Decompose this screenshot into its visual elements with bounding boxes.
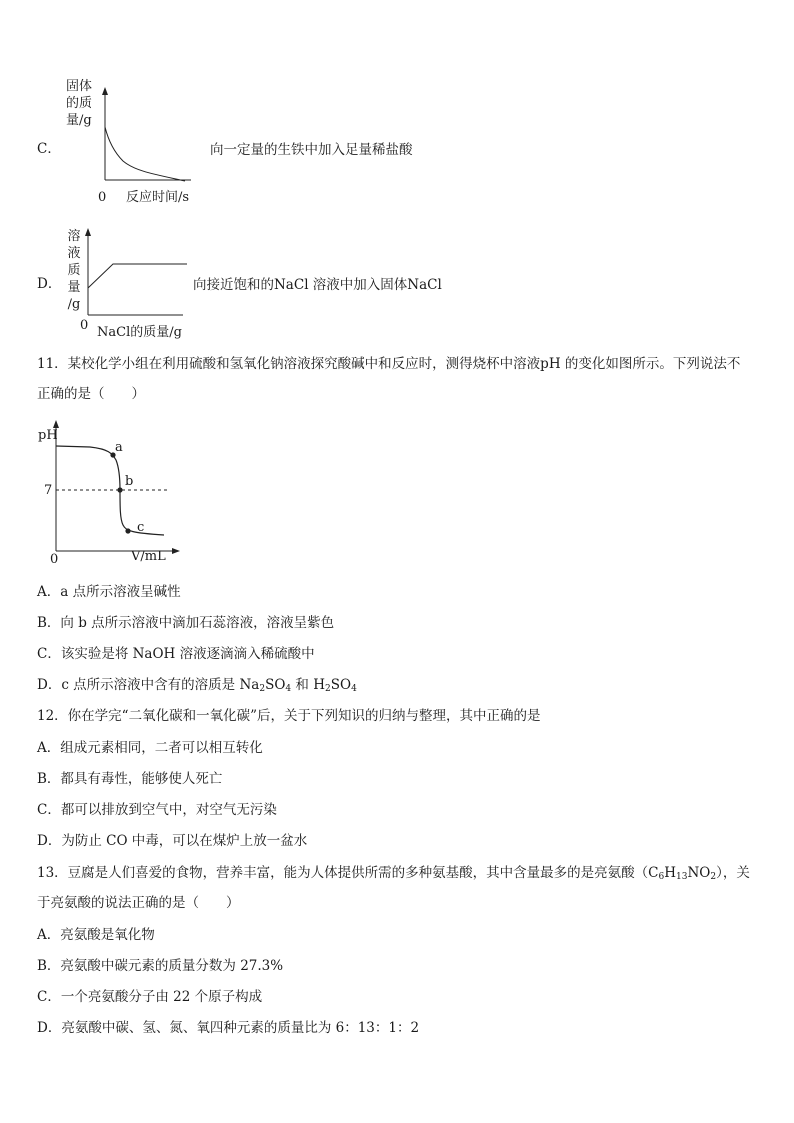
option-d-x-axis-label: NaCl的质量/g: [97, 325, 182, 340]
q13-option-a: A．亮氨酸是氧化物: [37, 927, 155, 943]
q12-option-c: C．都可以排放到空气中，对空气无污染: [37, 802, 277, 818]
q13-stem-line-2: 于亮氨酸的说法正确的是（ ）: [37, 895, 240, 911]
q11-stem-line-2: 正确的是（ ）: [37, 386, 145, 402]
option-c-origin: 0: [98, 190, 107, 205]
option-d-graph: [80, 225, 190, 325]
point-c: [125, 528, 130, 533]
q12-option-d: D．为防止 CO 中毒，可以在煤炉上放一盆水: [37, 833, 308, 849]
mass-line: [88, 264, 187, 288]
q11-option-a: A．a 点所示溶液呈碱性: [37, 584, 181, 600]
q11-x-axis-label: V/mL: [131, 549, 166, 564]
x-axis-arrow: [172, 548, 180, 554]
q11-ph-graph: [40, 415, 190, 565]
point-b: [117, 487, 122, 492]
q11-option-c: C．该实验是将 NaOH 溶液逐滴滴入稀硫酸中: [37, 646, 315, 662]
q13-option-d: D．亮氨酸中碳、氢、氮、氧四种元素的质量比为 6：13：1：2: [37, 1020, 420, 1036]
y-axis-arrow: [53, 420, 59, 428]
q13-stem-line-1: 13．豆腐是人们喜爱的食物，营养丰富，能为人体提供所需的多种氨基酸，其中含量最多的是亮氨酸$(C_6H_{13}NO_2)$，关: [37, 865, 750, 882]
q11-stem-line-1: 11．某校化学小组在利用硫酸和氢氧化钠溶液探究酸碱中和反应时，测得烧杯中溶液pH 的变化如图所示。下列说法不: [37, 356, 741, 372]
y-axis-arrow: [102, 87, 108, 95]
q12-option-a: A．组成元素相同，二者可以相互转化: [37, 740, 263, 756]
q11-point-c-label: c: [137, 520, 145, 535]
q11-y-axis-label: pH: [38, 428, 58, 443]
q11-option-b: B．向 b 点所示溶液中滴加石蕊溶液，溶液呈紫色: [37, 615, 335, 631]
q12-stem: 12．你在学完“二氧化碳和一氧化碳”后，关于下列知识的归纳与整理，其中正确的是: [37, 708, 541, 724]
q12-option-b: B．都具有毒性，能够使人死亡: [37, 771, 223, 787]
q11-option-d: D．c 点所示溶液中含有的溶质是 $Na_2SO_4$ 和 $H_2SO_4$: [37, 677, 357, 694]
q13-option-b: B．亮氨酸中碳元素的质量分数为 27.3%: [37, 958, 284, 974]
option-c-x-axis-label: 反应时间/s: [126, 190, 190, 205]
option-d-text: 向接近饱和的NaCl 溶液中加入固体NaCl: [193, 277, 442, 293]
option-c-graph: [95, 85, 205, 185]
option-c-letter: C．: [37, 141, 61, 157]
q13-option-c: C．一个亮氨酸分子由 22 个原子构成: [37, 989, 263, 1005]
mass-curve: [105, 127, 185, 181]
option-d-origin: 0: [80, 318, 89, 333]
option-c-text: 向一定量的生铁中加入足量稀盐酸: [210, 142, 413, 158]
q11-y-tick-7: 7: [44, 483, 53, 498]
option-d-y-axis-label: 溶 液 质 量 /g: [67, 229, 81, 312]
q11-origin: 0: [50, 552, 59, 567]
y-axis-arrow: [85, 228, 91, 236]
option-d-letter: D．: [37, 276, 62, 292]
q11-point-a-label: a: [115, 440, 123, 455]
option-c-y-axis-label: 固体 的质 量/g: [66, 79, 93, 128]
q11-point-b-label: b: [125, 474, 134, 489]
